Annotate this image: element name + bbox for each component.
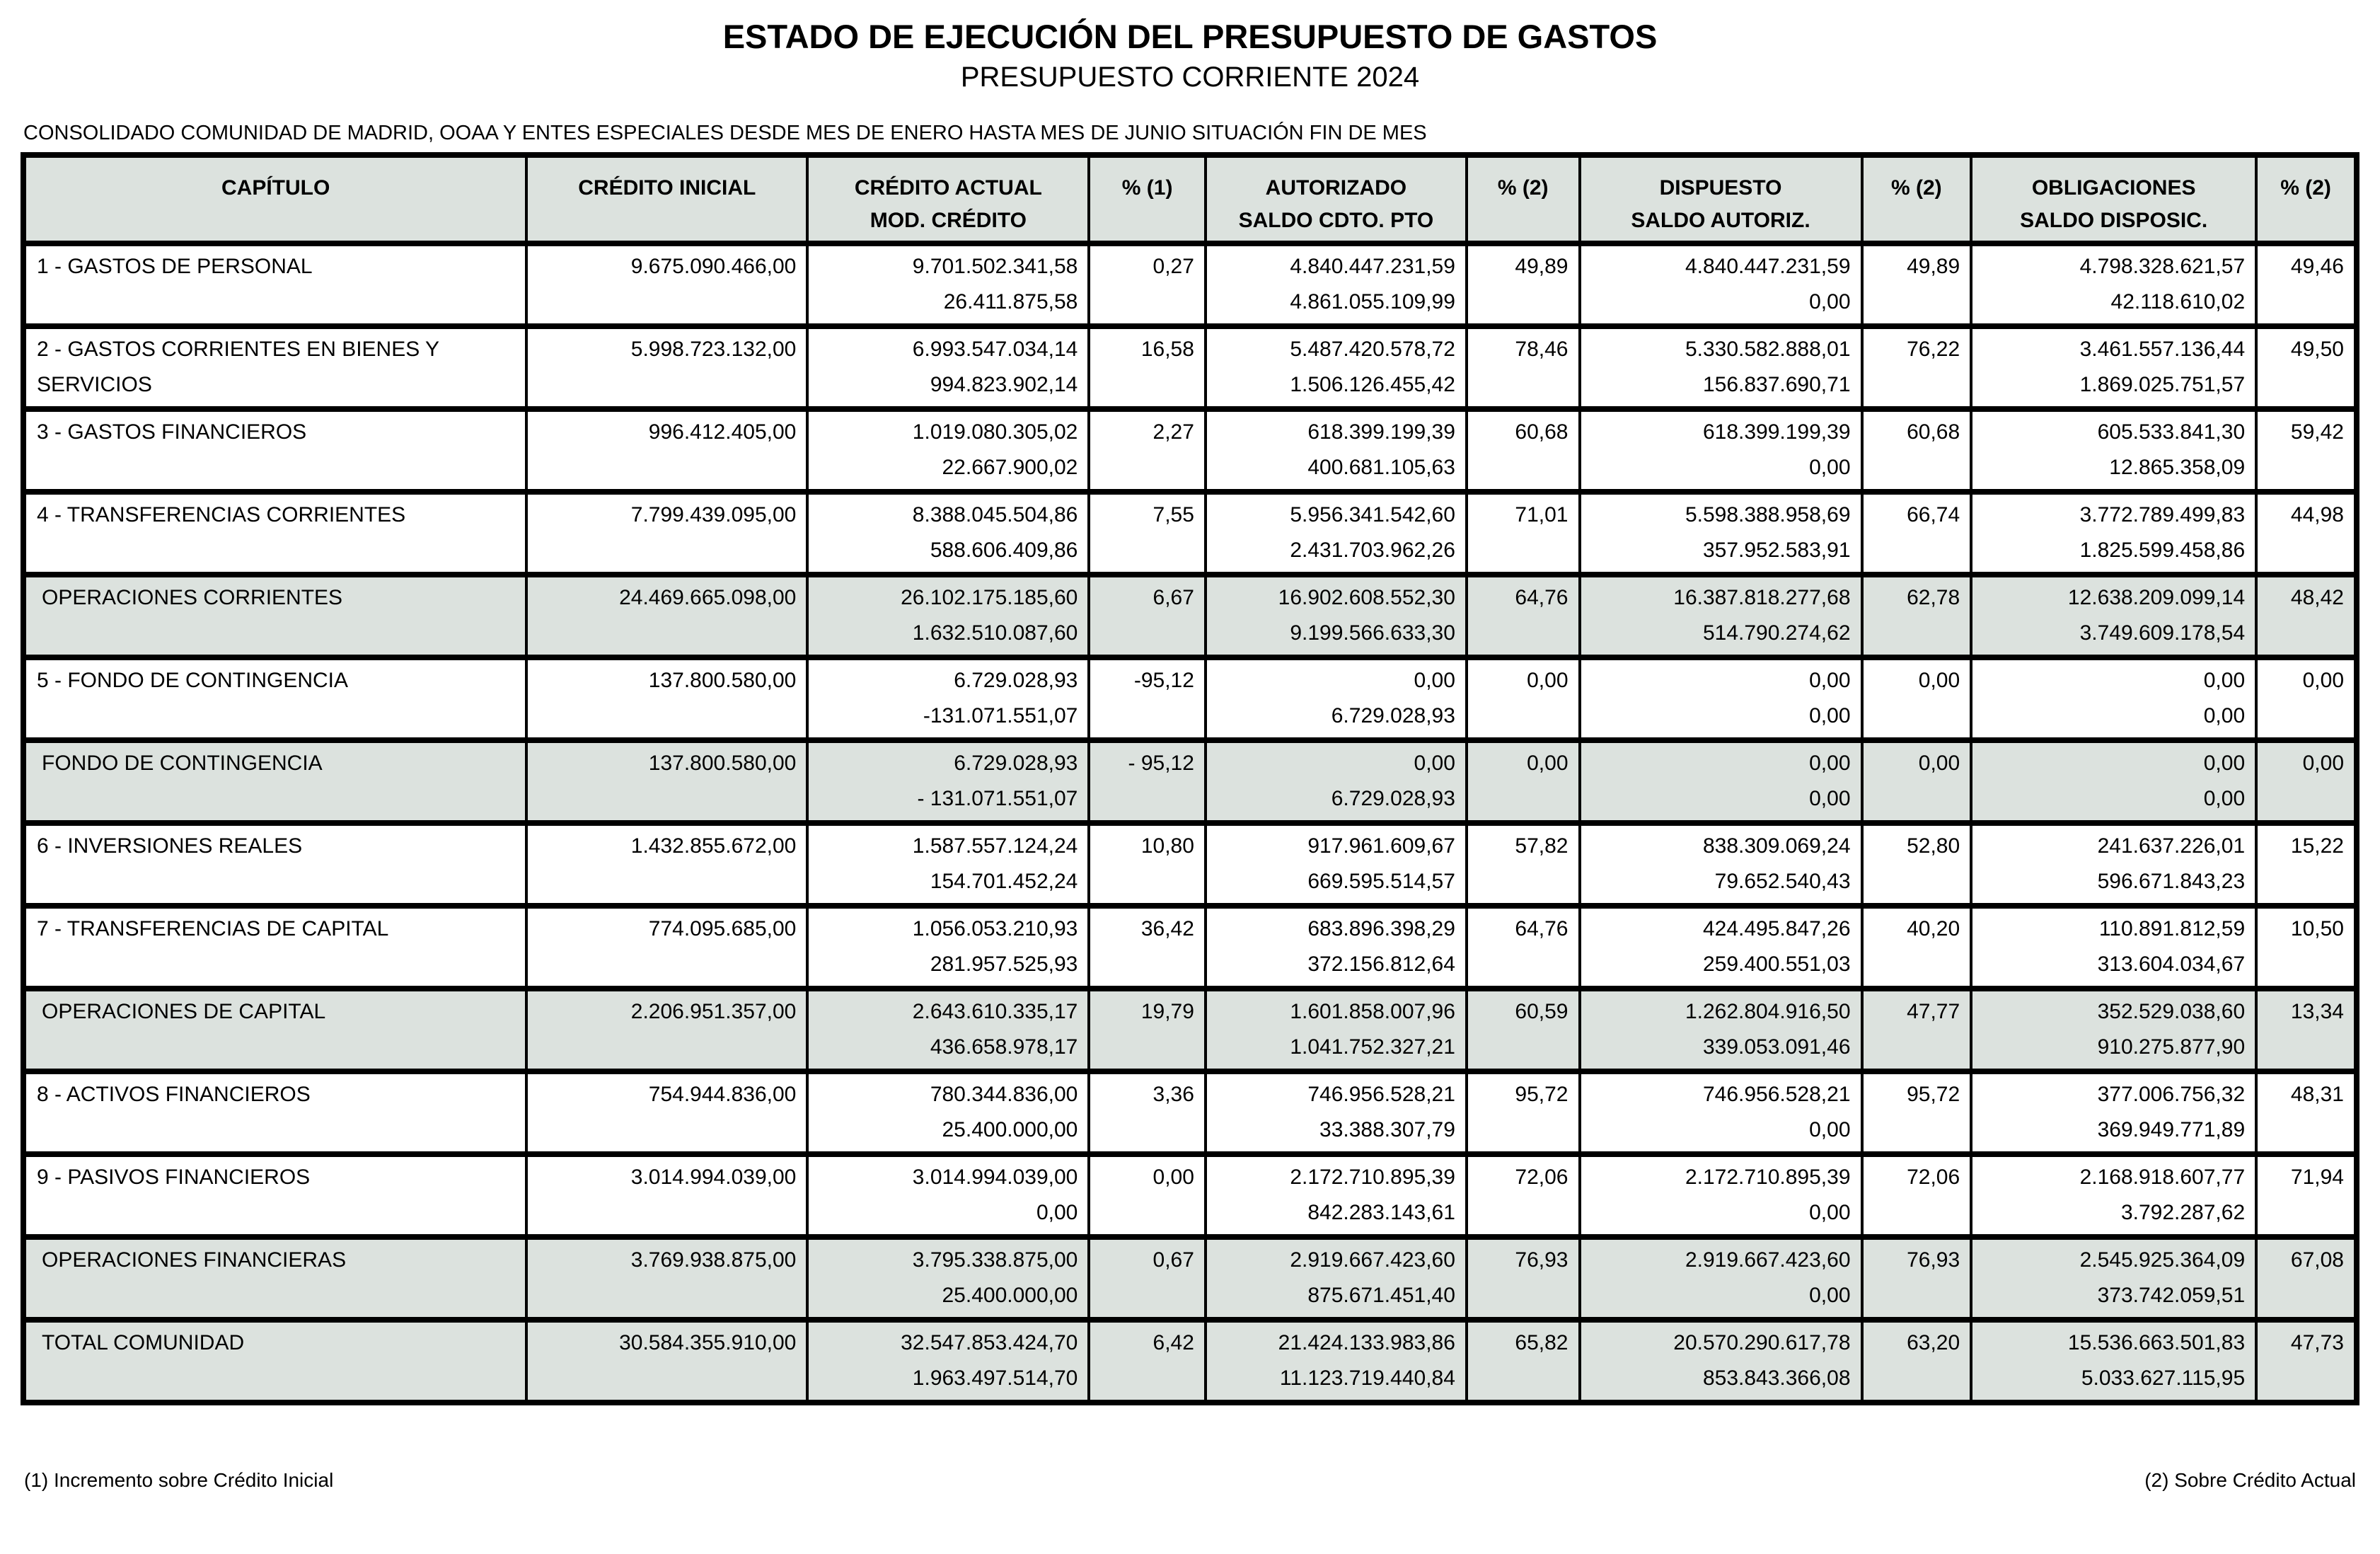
dispuesto-cell: 746.956.528,21 0,00 (1580, 1071, 1862, 1154)
pct2a-cell: 76,93 (1467, 1237, 1580, 1320)
credito-actual-cell: 8.388.045.504,86 588.606.409,86 (807, 492, 1089, 575)
pct2c-cell: 0,00 (2256, 740, 2357, 823)
pct2b-cell: 47,77 (1862, 989, 1972, 1071)
credito-actual-cell: 9.701.502.341,58 26.411.875,58 (807, 243, 1089, 326)
credito-actual-cell: 780.344.836,00 25.400.000,00 (807, 1071, 1089, 1154)
pct2c-cell: 59,42 (2256, 409, 2357, 492)
col-header-pct2a: % (2) (1467, 155, 1580, 243)
pct1-cell: 0,67 (1089, 1237, 1206, 1320)
pct2b-cell: 0,00 (1862, 740, 1972, 823)
credito-actual-cell: 1.056.053.210,93 281.957.525,93 (807, 906, 1089, 989)
capitulo-cell: 9 - PASIVOS FINANCIEROS (23, 1154, 526, 1237)
summary-row (23, 1320, 2357, 1403)
dispuesto-cell: 2.919.667.423,60 0,00 (1580, 1237, 1862, 1320)
obligaciones-cell: 352.529.038,60 910.275.877,90 (1971, 989, 2256, 1071)
obligaciones-cell: 241.637.226,01 596.671.843,23 (1971, 823, 2256, 906)
dispuesto-cell: 424.495.847,26 259.400.551,03 (1580, 906, 1862, 989)
table-body (23, 243, 2357, 1403)
pct1-cell: 0,00 (1089, 1154, 1206, 1237)
credito-actual-cell: 1.019.080.305,02 22.667.900,02 (807, 409, 1089, 492)
pct1-cell: 3,36 (1089, 1071, 1206, 1154)
capitulo-cell: 7 - TRANSFERENCIAS DE CAPITAL (23, 906, 526, 989)
credito-inicial-cell: 5.998.723.132,00 (526, 326, 807, 409)
pct1-cell: 19,79 (1089, 989, 1206, 1071)
pct1-cell: 0,27 (1089, 243, 1206, 326)
dispuesto-cell: 5.330.582.888,01 156.837.690,71 (1580, 326, 1862, 409)
obligaciones-cell: 2.545.925.364,09 373.742.059,51 (1971, 1237, 2256, 1320)
table-row (23, 1071, 2357, 1154)
pct2a-cell: 65,82 (1467, 1320, 1580, 1403)
dispuesto-cell: 2.172.710.895,39 0,00 (1580, 1154, 1862, 1237)
credito-inicial-cell: 754.944.836,00 (526, 1071, 807, 1154)
obligaciones-cell: 12.638.209.099,14 3.749.609.178,54 (1971, 575, 2256, 657)
col-header-obligaciones: OBLIGACIONES SALDO DISPOSIC. (1971, 155, 2256, 243)
page-title: ESTADO DE EJECUCIÓN DEL PRESUPUESTO DE GASTOS (722, 18, 1658, 55)
credito-inicial-cell: 137.800.580,00 (526, 657, 807, 740)
credito-actual-cell: 6.729.028,93 -131.071.551,07 (807, 657, 1089, 740)
dispuesto-cell: 0,00 0,00 (1580, 740, 1862, 823)
obligaciones-cell: 0,00 0,00 (1971, 740, 2256, 823)
pct2a-cell: 57,82 (1467, 823, 1580, 906)
credito-actual-cell: 6.993.547.034,14 994.823.902,14 (807, 326, 1089, 409)
obligaciones-cell: 0,00 0,00 (1971, 657, 2256, 740)
table-row (23, 1154, 2357, 1237)
summary-row (23, 1237, 2357, 1320)
credito-actual-cell: 32.547.853.424,70 1.963.497.514,70 (807, 1320, 1089, 1403)
pct1-cell: -95,12 (1089, 657, 1206, 740)
pct2c-cell: 48,31 (2256, 1071, 2357, 1154)
autorizado-cell: 0,00 6.729.028,93 (1206, 657, 1467, 740)
pct2b-cell: 66,74 (1862, 492, 1972, 575)
pct2a-cell: 49,89 (1467, 243, 1580, 326)
credito-inicial-cell: 9.675.090.466,00 (526, 243, 807, 326)
autorizado-cell: 917.961.609,67 669.595.514,57 (1206, 823, 1467, 906)
pct2c-cell: 0,00 (2256, 657, 2357, 740)
autorizado-cell: 1.601.858.007,96 1.041.752.327,21 (1206, 989, 1467, 1071)
pct2b-cell: 95,72 (1862, 1071, 1972, 1154)
credito-inicial-cell: 24.469.665.098,00 (526, 575, 807, 657)
capitulo-cell: 2 - GASTOS CORRIENTES EN BIENES Y SERVICIOS (23, 326, 526, 409)
pct2a-cell: 60,59 (1467, 989, 1580, 1071)
pct2a-cell: 72,06 (1467, 1154, 1580, 1237)
credito-actual-cell: 3.014.994.039,00 0,00 (807, 1154, 1089, 1237)
credito-inicial-cell: 3.769.938.875,00 (526, 1237, 807, 1320)
pct2b-cell: 76,22 (1862, 326, 1972, 409)
dispuesto-cell: 0,00 0,00 (1580, 657, 1862, 740)
pct2c-cell: 71,94 (2256, 1154, 2357, 1237)
dispuesto-cell: 1.262.804.916,50 339.053.091,46 (1580, 989, 1862, 1071)
pct2b-cell: 0,00 (1862, 657, 1972, 740)
pct2b-cell: 49,89 (1862, 243, 1972, 326)
pct2b-cell: 52,80 (1862, 823, 1972, 906)
header-row (23, 155, 2357, 243)
dispuesto-cell: 20.570.290.617,78 853.843.366,08 (1580, 1320, 1862, 1403)
credito-inicial-cell: 996.412.405,00 (526, 409, 807, 492)
credito-inicial-cell: 774.095.685,00 (526, 906, 807, 989)
pct2a-cell: 0,00 (1467, 657, 1580, 740)
page-subtitle: PRESUPUESTO CORRIENTE 2024 (960, 62, 1420, 93)
pct2b-cell: 62,78 (1862, 575, 1972, 657)
pct2c-cell: 44,98 (2256, 492, 2357, 575)
pct1-cell: 6,67 (1089, 575, 1206, 657)
capitulo-cell: 5 - FONDO DE CONTINGENCIA (23, 657, 526, 740)
credito-actual-cell: 3.795.338.875,00 25.400.000,00 (807, 1237, 1089, 1320)
col-header-pct2b: % (2) (1862, 155, 1972, 243)
pct2c-cell: 13,34 (2256, 989, 2357, 1071)
col-header-pct2c: % (2) (2256, 155, 2357, 243)
obligaciones-cell: 2.168.918.607,77 3.792.287,62 (1971, 1154, 2256, 1237)
credito-inicial-cell: 2.206.951.357,00 (526, 989, 807, 1071)
pct2a-cell: 64,76 (1467, 906, 1580, 989)
table-row (23, 326, 2357, 409)
autorizado-cell: 0,00 6.729.028,93 (1206, 740, 1467, 823)
autorizado-cell: 2.919.667.423,60 875.671.451,40 (1206, 1237, 1467, 1320)
pct2c-cell: 49,50 (2256, 326, 2357, 409)
autorizado-cell: 5.956.341.542,60 2.431.703.962,26 (1206, 492, 1467, 575)
col-header-credito-inicial: CRÉDITO INICIAL (526, 155, 807, 243)
summary-row (23, 989, 2357, 1071)
capitulo-cell: TOTAL COMUNIDAD (23, 1320, 526, 1403)
autorizado-cell: 5.487.420.578,72 1.506.126.455,42 (1206, 326, 1467, 409)
table-row (23, 823, 2357, 906)
obligaciones-cell: 110.891.812,59 313.604.034,67 (1971, 906, 2256, 989)
pct2a-cell: 95,72 (1467, 1071, 1580, 1154)
pct2c-cell: 47,73 (2256, 1320, 2357, 1403)
dispuesto-cell: 4.840.447.231,59 0,00 (1580, 243, 1862, 326)
credito-inicial-cell: 137.800.580,00 (526, 740, 807, 823)
summary-row (23, 740, 2357, 823)
autorizado-cell: 683.896.398,29 372.156.812,64 (1206, 906, 1467, 989)
pct2c-cell: 15,22 (2256, 823, 2357, 906)
pct2b-cell: 63,20 (1862, 1320, 1972, 1403)
footnotes (24, 1469, 2356, 1492)
footnote-right: (2) Sobre Crédito Actual (2144, 1469, 2356, 1491)
pct2b-cell: 76,93 (1862, 1237, 1972, 1320)
footnote-left: (1) Incremento sobre Crédito Inicial (24, 1469, 334, 1491)
credito-actual-cell: 1.587.557.124,24 154.701.452,24 (807, 823, 1089, 906)
pct1-cell: - 95,12 (1089, 740, 1206, 823)
col-header-dispuesto: DISPUESTO SALDO AUTORIZ. (1580, 155, 1862, 243)
pct2c-cell: 49,46 (2256, 243, 2357, 326)
capitulo-cell: 1 - GASTOS DE PERSONAL (23, 243, 526, 326)
table-row (23, 657, 2357, 740)
pct2b-cell: 40,20 (1862, 906, 1972, 989)
pct1-cell: 2,27 (1089, 409, 1206, 492)
credito-inicial-cell: 1.432.855.672,00 (526, 823, 807, 906)
credito-inicial-cell: 30.584.355.910,00 (526, 1320, 807, 1403)
pct1-cell: 7,55 (1089, 492, 1206, 575)
capitulo-cell: 3 - GASTOS FINANCIEROS (23, 409, 526, 492)
autorizado-cell: 618.399.199,39 400.681.105,63 (1206, 409, 1467, 492)
obligaciones-cell: 4.798.328.621,57 42.118.610,02 (1971, 243, 2256, 326)
table-header (23, 155, 2357, 243)
capitulo-cell: OPERACIONES DE CAPITAL (23, 989, 526, 1071)
pct2b-cell: 72,06 (1862, 1154, 1972, 1237)
pct2a-cell: 0,00 (1467, 740, 1580, 823)
pct2b-cell: 60,68 (1862, 409, 1972, 492)
autorizado-cell: 16.902.608.552,30 9.199.566.633,30 (1206, 575, 1467, 657)
dispuesto-cell: 16.387.818.277,68 514.790.274,62 (1580, 575, 1862, 657)
credito-actual-cell: 6.729.028,93 - 131.071.551,07 (807, 740, 1089, 823)
pct2a-cell: 71,01 (1467, 492, 1580, 575)
pct1-cell: 36,42 (1089, 906, 1206, 989)
capitulo-cell: 8 - ACTIVOS FINANCIEROS (23, 1071, 526, 1154)
obligaciones-cell: 15.536.663.501,83 5.033.627.115,95 (1971, 1320, 2256, 1403)
pct2c-cell: 10,50 (2256, 906, 2357, 989)
credito-inicial-cell: 3.014.994.039,00 (526, 1154, 807, 1237)
pct2a-cell: 78,46 (1467, 326, 1580, 409)
capitulo-cell: 4 - TRANSFERENCIAS CORRIENTES (23, 492, 526, 575)
credito-inicial-cell: 7.799.439.095,00 (526, 492, 807, 575)
table-row (23, 906, 2357, 989)
autorizado-cell: 4.840.447.231,59 4.861.055.109,99 (1206, 243, 1467, 326)
col-header-capitulo: CAPÍTULO (23, 155, 526, 243)
dispuesto-cell: 5.598.388.958,69 357.952.583,91 (1580, 492, 1862, 575)
autorizado-cell: 21.424.133.983,86 11.123.719.440,84 (1206, 1320, 1467, 1403)
col-header-credito-actual: CRÉDITO ACTUAL MOD. CRÉDITO (807, 155, 1089, 243)
col-header-pct1: % (1) (1089, 155, 1206, 243)
credito-actual-cell: 26.102.175.185,60 1.632.510.087,60 (807, 575, 1089, 657)
summary-row (23, 575, 2357, 657)
dispuesto-cell: 838.309.069,24 79.652.540,43 (1580, 823, 1862, 906)
table-row (23, 409, 2357, 492)
obligaciones-cell: 3.772.789.499,83 1.825.599.458,86 (1971, 492, 2256, 575)
autorizado-cell: 746.956.528,21 33.388.307,79 (1206, 1071, 1467, 1154)
dispuesto-cell: 618.399.199,39 0,00 (1580, 409, 1862, 492)
pct2a-cell: 60,68 (1467, 409, 1580, 492)
pct1-cell: 16,58 (1089, 326, 1206, 409)
obligaciones-cell: 377.006.756,32 369.949.771,89 (1971, 1071, 2256, 1154)
obligaciones-cell: 3.461.557.136,44 1.869.025.751,57 (1971, 326, 2256, 409)
obligaciones-cell: 605.533.841,30 12.865.358,09 (1971, 409, 2256, 492)
pct2c-cell: 48,42 (2256, 575, 2357, 657)
capitulo-cell: FONDO DE CONTINGENCIA (23, 740, 526, 823)
table-row (23, 243, 2357, 326)
table-row (23, 492, 2357, 575)
autorizado-cell: 2.172.710.895,39 842.283.143,61 (1206, 1154, 1467, 1237)
capitulo-cell: OPERACIONES CORRIENTES (23, 575, 526, 657)
budget-table (21, 152, 2359, 1405)
pct2c-cell: 67,08 (2256, 1237, 2357, 1320)
capitulo-cell: 6 - INVERSIONES REALES (23, 823, 526, 906)
credito-actual-cell: 2.643.610.335,17 436.658.978,17 (807, 989, 1089, 1071)
scope-line: CONSOLIDADO COMUNIDAD DE MADRID, OOAA Y ENTES ESPECIALES DESDE MES DE ENERO HASTA MES DE JUNIO SITUACIÓN FIN DE MES (23, 122, 1427, 144)
pct1-cell: 6,42 (1089, 1320, 1206, 1403)
pct2a-cell: 64,76 (1467, 575, 1580, 657)
col-header-autorizado: AUTORIZADO SALDO CDTO. PTO (1206, 155, 1467, 243)
pct1-cell: 10,80 (1089, 823, 1206, 906)
capitulo-cell: OPERACIONES FINANCIERAS (23, 1237, 526, 1320)
